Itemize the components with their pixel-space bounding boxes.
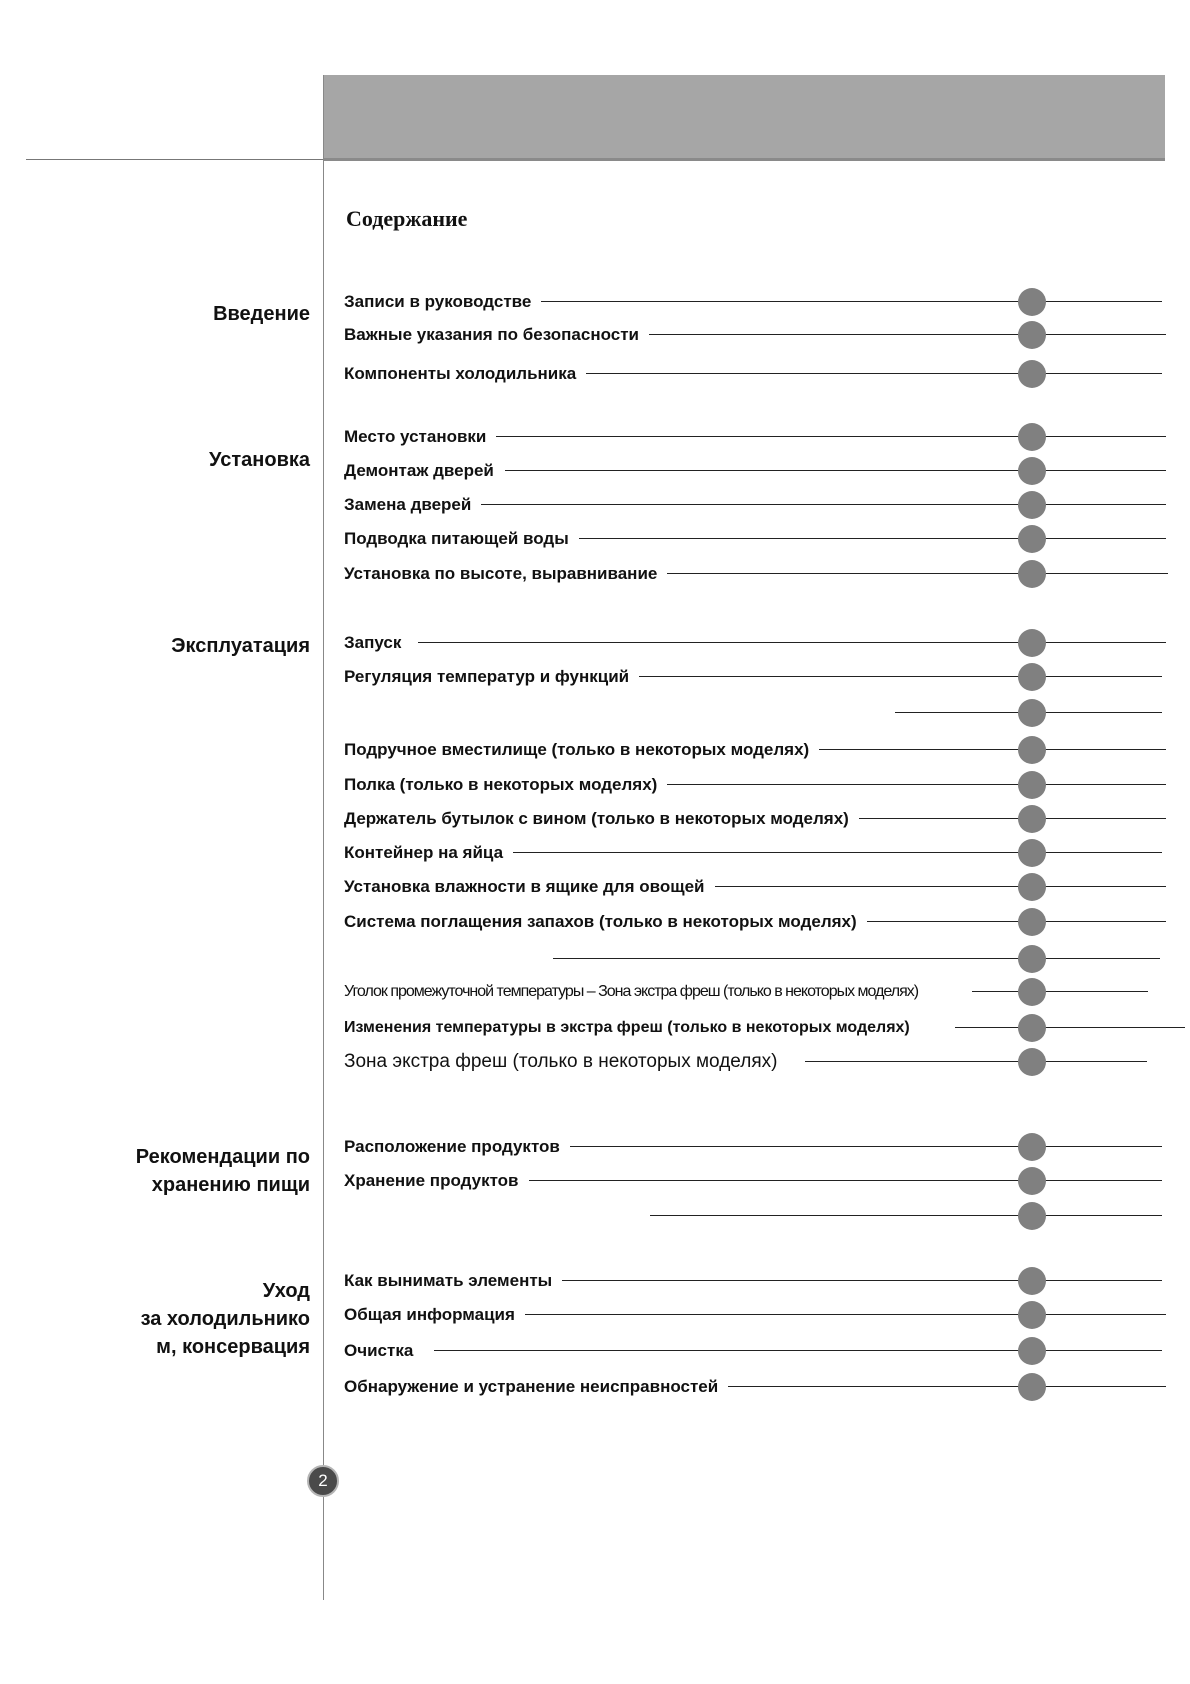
toc-entry-label: Установка влажности в ящике для овощей — [344, 872, 715, 902]
leader-line — [562, 1146, 1162, 1147]
page-marker-dot — [1018, 663, 1046, 691]
leader-line — [805, 1061, 1147, 1062]
toc-entry-label: Установка по высоте, выравнивание — [344, 559, 667, 589]
page-marker-dot — [1018, 736, 1046, 764]
toc-entry[interactable] — [0, 320, 1190, 350]
toc-entry-label: Обнаружение и устранение неисправностей — [344, 1372, 728, 1402]
toc-entry-label: Очистка — [344, 1336, 423, 1366]
toc-entry[interactable] — [0, 1166, 1190, 1196]
toc-entry[interactable] — [0, 1013, 1190, 1043]
toc-entry-label: Место установки — [344, 422, 496, 452]
header-divider-line — [26, 159, 323, 160]
leader-line — [520, 1314, 1166, 1315]
toc-entry[interactable] — [0, 456, 1190, 486]
toc-entry[interactable] — [0, 628, 1190, 658]
section-label-line: Эксплуатация — [171, 635, 310, 657]
page-marker-dot — [1018, 908, 1046, 936]
header-band — [323, 75, 1165, 160]
toc-entry[interactable] — [0, 1372, 1190, 1402]
section-label-line: хранению пищи — [151, 1174, 310, 1196]
toc-title: Содержание — [346, 206, 468, 231]
section-label-line: Установка — [209, 449, 310, 471]
section-label-line: за холодильнико — [140, 1308, 310, 1330]
page-marker-dot — [1018, 1373, 1046, 1401]
page-marker-dot — [1018, 560, 1046, 588]
leader-line — [585, 373, 1162, 374]
page-marker-dot — [1018, 1167, 1046, 1195]
leader-line — [478, 504, 1166, 505]
leader-line — [718, 1386, 1166, 1387]
toc-entry[interactable] — [0, 1132, 1190, 1162]
header-band-shadow — [323, 158, 1165, 161]
leader-line — [553, 958, 1160, 959]
toc-entry-label: Как вынимать элементы — [344, 1266, 562, 1296]
toc-entry-label: Зона экстра фреш (только в некоторых моделях) — [344, 1047, 787, 1077]
page-marker-dot — [1018, 805, 1046, 833]
section-label-line: Введение — [213, 303, 310, 325]
page-marker-dot — [1018, 1301, 1046, 1329]
toc-entry[interactable] — [0, 804, 1190, 834]
leader-line — [660, 784, 1166, 785]
section-label-line: м, консервация — [156, 1336, 310, 1358]
leader-line — [495, 436, 1166, 437]
toc-entry[interactable] — [0, 559, 1190, 589]
toc-entry[interactable] — [0, 1336, 1190, 1366]
toc-entry-label: Запуск — [344, 628, 411, 658]
leader-line — [572, 538, 1166, 539]
page-marker-dot — [1018, 1337, 1046, 1365]
toc-entry[interactable] — [0, 1300, 1190, 1330]
toc-entry[interactable] — [0, 662, 1190, 692]
leader-line — [505, 470, 1166, 471]
toc-entry[interactable] — [0, 524, 1190, 554]
toc-entry-label: Подручное вместилище (только в некоторых моделях) — [344, 735, 819, 765]
leader-line — [955, 1027, 1185, 1028]
toc-entry[interactable] — [0, 287, 1190, 317]
leader-line — [434, 1350, 1162, 1351]
leader-line — [662, 573, 1168, 574]
toc-entry-label: Подводка питающей воды — [344, 524, 579, 554]
page-marker-dot — [1018, 1014, 1046, 1042]
page-number-badge: 2 — [307, 1465, 339, 1497]
page-marker-dot — [1018, 629, 1046, 657]
toc-entry-label: Контейнер на яйца — [344, 838, 513, 868]
page-marker-dot — [1018, 1133, 1046, 1161]
toc-entry[interactable] — [0, 735, 1190, 765]
leader-line — [508, 852, 1162, 853]
section-label-line: Уход — [262, 1280, 310, 1302]
leader-line — [805, 749, 1166, 750]
toc-entry-label: Компоненты холодильника — [344, 359, 586, 389]
toc-entry[interactable] — [0, 838, 1190, 868]
leader-line — [418, 642, 1166, 643]
toc-entry-label: Демонтаж дверей — [344, 456, 504, 486]
toc-entry-label: Важные указания по безопасности — [344, 320, 649, 350]
toc-entry-label: Записи в руководстве — [344, 287, 541, 317]
page-marker-dot — [1018, 771, 1046, 799]
leader-line — [852, 921, 1166, 922]
toc-entry[interactable] — [0, 1047, 1190, 1077]
page-marker-dot — [1018, 360, 1046, 388]
page-marker-dot — [1018, 1267, 1046, 1295]
toc-entry-label: Система поглащения запахов (только в некоторых моделях) — [344, 907, 867, 937]
toc-entry-label: Полка (только в некоторых моделях) — [344, 770, 667, 800]
toc-entry-label: Уголок промежуточной температуры – Зона экстра фреш (только в некоторых моделях) — [344, 977, 928, 1007]
toc-entry-label: Общая информация — [344, 1300, 525, 1330]
toc-entry[interactable] — [0, 977, 1190, 1007]
toc-entry[interactable] — [0, 422, 1190, 452]
toc-entry[interactable] — [0, 359, 1190, 389]
leader-line — [650, 1215, 1162, 1216]
toc-entry[interactable] — [0, 944, 1190, 974]
page-marker-dot — [1018, 457, 1046, 485]
page-marker-dot — [1018, 491, 1046, 519]
page-marker-dot — [1018, 699, 1046, 727]
leader-line — [972, 991, 1148, 992]
toc-entry[interactable] — [0, 698, 1190, 728]
leader-line — [540, 301, 1162, 302]
page-marker-dot — [1018, 945, 1046, 973]
leader-line — [640, 334, 1166, 335]
page-marker-dot — [1018, 839, 1046, 867]
toc-entry[interactable] — [0, 1266, 1190, 1296]
page-marker-dot — [1018, 525, 1046, 553]
toc-entry-label: Держатель бутылок с вином (только в некоторых моделях) — [344, 804, 859, 834]
leader-line — [842, 818, 1166, 819]
page-marker-dot — [1018, 423, 1046, 451]
page-marker-dot — [1018, 1048, 1046, 1076]
leader-line — [560, 1280, 1162, 1281]
page-marker-dot — [1018, 288, 1046, 316]
leader-line — [632, 676, 1162, 677]
toc-entry-label: Замена дверей — [344, 490, 481, 520]
leader-line — [525, 1180, 1162, 1181]
toc-entry[interactable] — [0, 770, 1190, 800]
page-marker-dot — [1018, 1202, 1046, 1230]
page-marker-dot — [1018, 978, 1046, 1006]
toc-entry[interactable] — [0, 872, 1190, 902]
toc-entry[interactable] — [0, 490, 1190, 520]
leader-line — [700, 886, 1166, 887]
toc-entry-label: Регуляция температур и функций — [344, 662, 639, 692]
toc-entry[interactable] — [0, 907, 1190, 937]
page-marker-dot — [1018, 873, 1046, 901]
page-marker-dot — [1018, 321, 1046, 349]
toc-entry-label: Расположение продуктов — [344, 1132, 570, 1162]
toc-entry[interactable] — [0, 1201, 1190, 1231]
toc-entry-label: Изменения температуры в экстра фреш (только в некоторых моделях) — [344, 1013, 920, 1043]
section-label-line: Рекомендации по — [135, 1146, 310, 1168]
toc-entry-label: Хранение продуктов — [344, 1166, 529, 1196]
